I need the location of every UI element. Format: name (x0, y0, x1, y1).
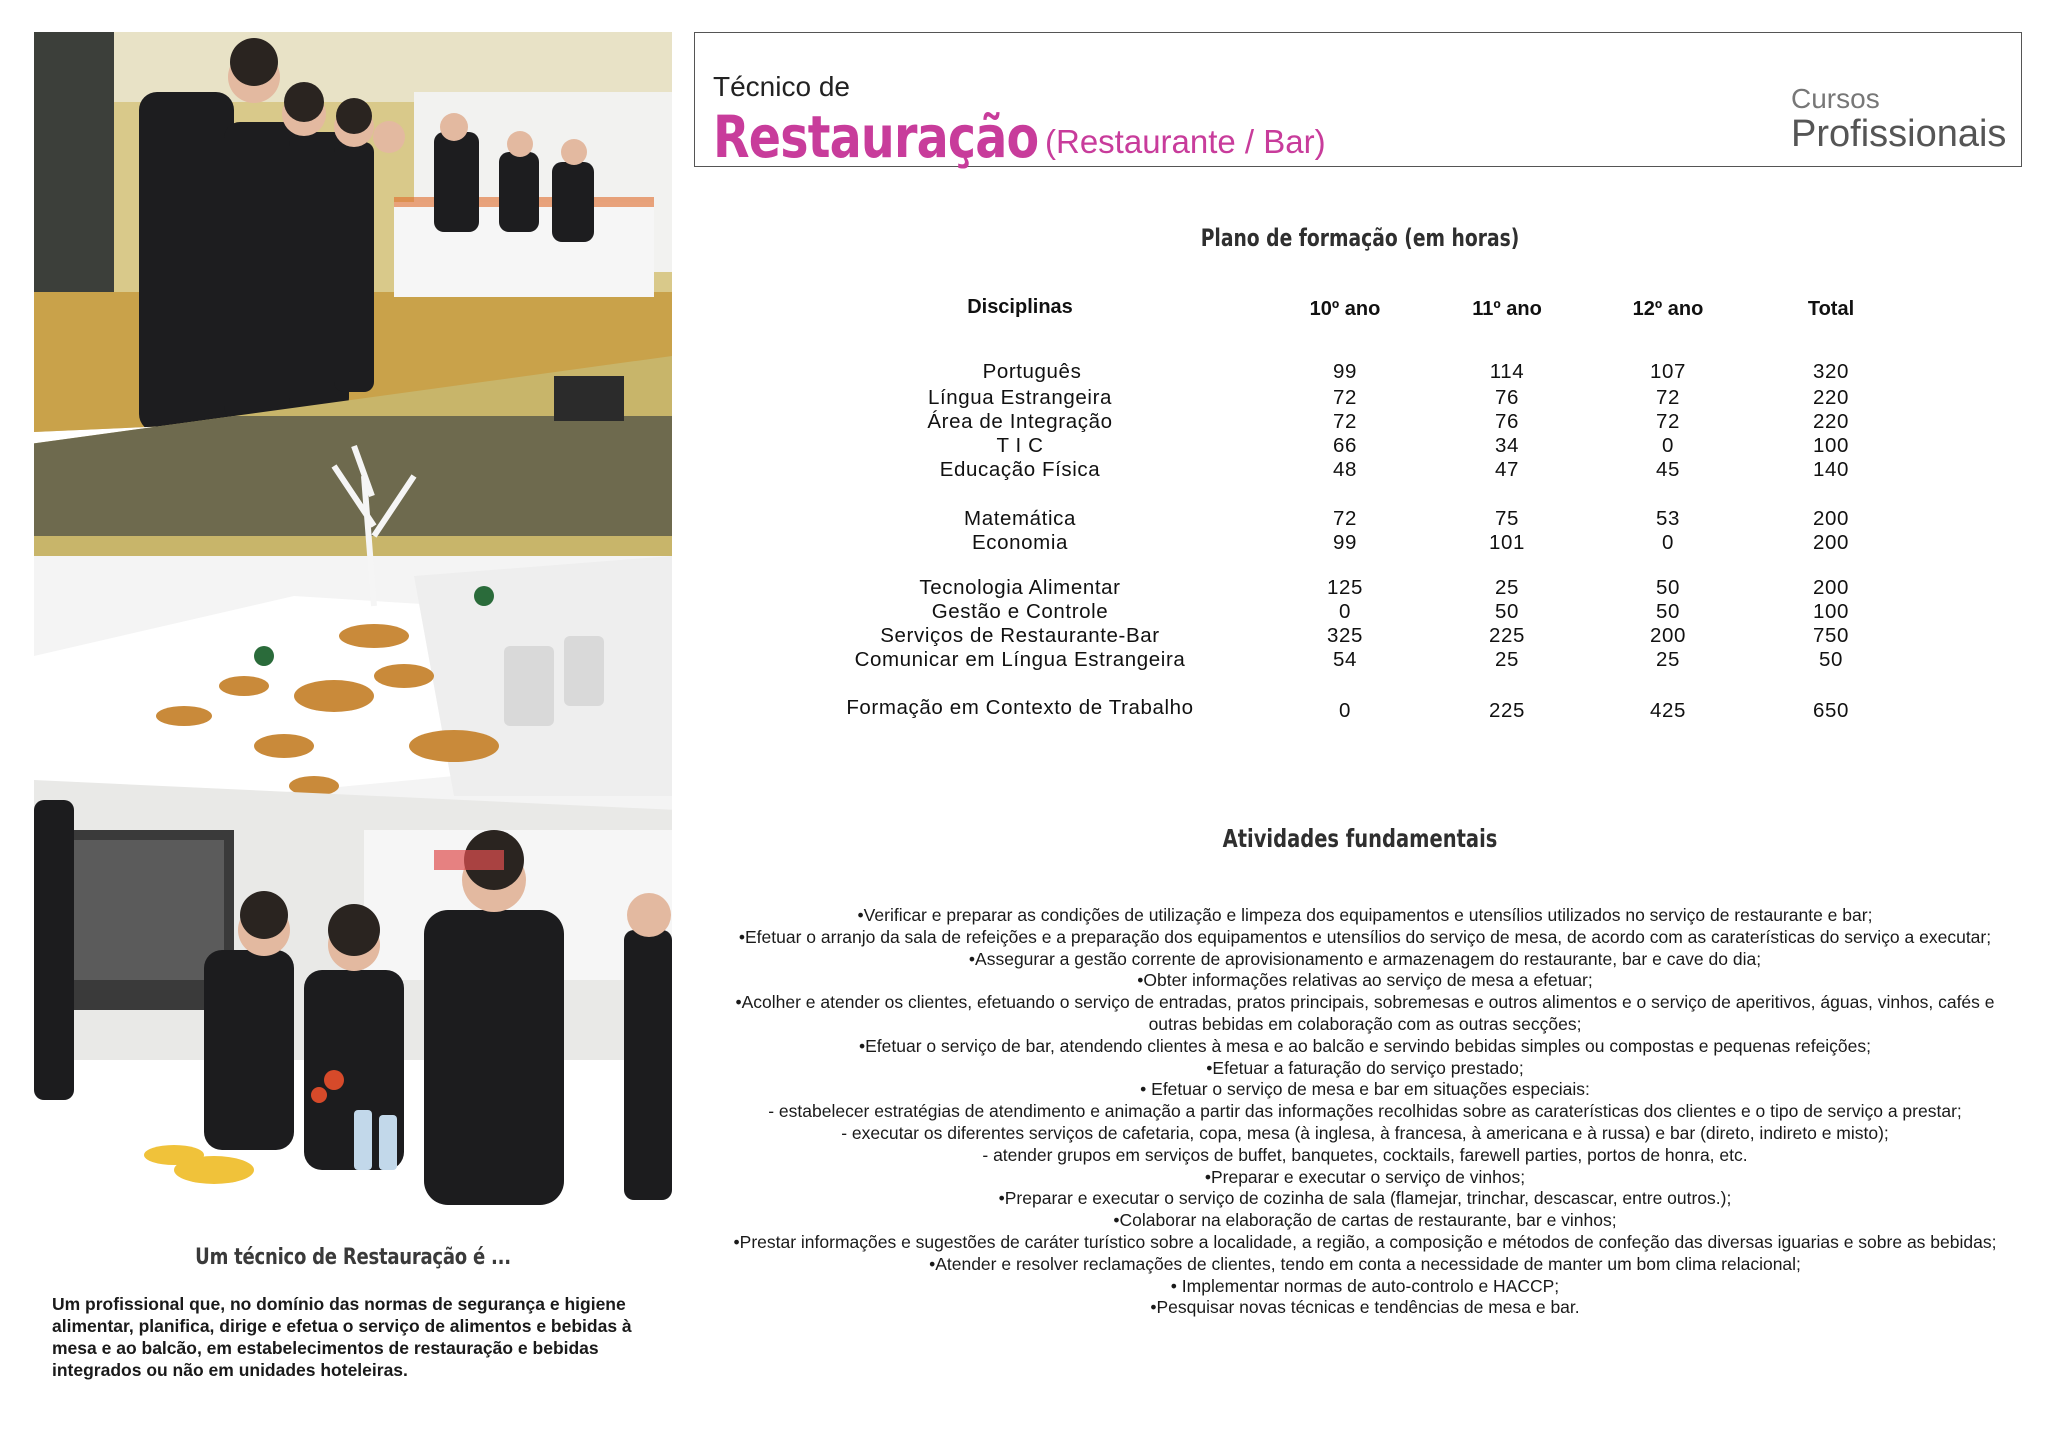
hours-total: 140 (1812, 458, 1849, 481)
title-subtitle: (Restaurante / Bar) (1045, 123, 1326, 160)
activities-list (700, 905, 2030, 1319)
hours-year12: 107 (1649, 360, 1686, 383)
list-item: •Obter informações relativas ao serviço de mesa a efetuar; (1137, 970, 1593, 991)
title-main-row (713, 103, 1326, 171)
table-row (0, 434, 2048, 458)
hours-total: 220 (1812, 410, 1849, 433)
list-item: •Preparar e executar o serviço de vinhos; (1204, 1166, 1526, 1187)
list-item: •Efetuar a faturação do serviço prestado; (1206, 1057, 1524, 1078)
hours-year11: 25 (1494, 648, 1519, 671)
hours-total: 100 (1812, 600, 1849, 623)
header-subjects: Disciplinas (967, 296, 1073, 318)
hours-year12: 0 (1661, 434, 1674, 457)
list-item: • Efetuar o serviço de mesa e bar em situações especiais: (1140, 1079, 1590, 1100)
hours-year11: 75 (1494, 507, 1519, 530)
hours-total: 220 (1812, 386, 1849, 409)
hours-year10: 125 (1326, 576, 1363, 599)
hours-year12: 425 (1649, 699, 1686, 722)
table-row (0, 360, 2048, 384)
header-year10: 10º ano (1309, 298, 1381, 320)
hours-total: 320 (1812, 360, 1849, 383)
list-item: •Colaborar na elaboração de cartas de restaurante, bar e vinhos; (1113, 1210, 1617, 1231)
hours-year10: 325 (1326, 624, 1363, 647)
hours-year12: 0 (1661, 531, 1674, 554)
hours-year10: 72 (1332, 507, 1357, 530)
subject-name: Matemática (964, 507, 1076, 530)
list-item: •Efetuar o arranjo da sala de refeições e a preparação dos equipamentos e utensílios do serviço de mesa, de acordo com as caraterísticas do serviço a executar; (738, 926, 1992, 947)
table-row (0, 600, 2048, 624)
hours-year10: 0 (1338, 699, 1351, 722)
list-item: •Verificar e preparar as condições de utilização e limpeza dos equipamentos e utensílios utilizados no serviço de restaurante e bar; (857, 905, 1873, 925)
activities-title: Atividades fundamentais (1222, 824, 1498, 853)
table-row (0, 386, 2048, 410)
subject-name: Comunicar em Língua Estrangeira (854, 648, 1186, 671)
table-row (0, 696, 2048, 720)
subject-name: Língua Estrangeira (927, 386, 1113, 409)
list-item: • Implementar normas de auto-controlo e HACCP; (1170, 1275, 1560, 1296)
category-small: Cursos (1791, 83, 1880, 114)
hours-total: 100 (1812, 434, 1849, 457)
list-item: •Preparar e executar o serviço de cozinha de sala (flamejar, trinchar, descascar, entre outros.); (998, 1188, 1732, 1209)
hours-year12: 72 (1655, 386, 1680, 409)
hours-year10: 72 (1332, 410, 1357, 433)
hours-year12: 53 (1655, 507, 1680, 530)
hours-year10: 99 (1332, 531, 1357, 554)
subject-name: Serviços de Restaurante-Bar (880, 624, 1160, 647)
table-row (0, 624, 2048, 648)
list-item: - executar os diferentes serviços de cafetaria, copa, mesa (à inglesa, à francesa, à americana e à russa) e bar (direto, indireto e misto); (841, 1122, 1889, 1143)
hours-year11: 25 (1494, 576, 1519, 599)
hours-year12: 50 (1655, 576, 1680, 599)
hours-year10: 66 (1332, 434, 1357, 457)
subject-name: Tecnologia Alimentar (919, 576, 1121, 599)
list-item: •Prestar informações e sugestões de caráter turístico sobre a localidade, a região, a composição e métodos de confeção das diversas iguarias e sobre as bebidas; (733, 1231, 1997, 1252)
title-box (694, 32, 2022, 171)
hours-year12: 45 (1655, 458, 1680, 481)
table-row (0, 507, 2048, 531)
hours-year11: 225 (1488, 699, 1525, 722)
subject-name: Gestão e Controle (931, 600, 1109, 623)
table-row (0, 576, 2048, 600)
hours-total: 50 (1818, 648, 1843, 671)
subject-name: T I C (996, 434, 1044, 457)
hours-year10: 99 (1332, 360, 1357, 383)
photo-students-serving (34, 780, 672, 1205)
subject-name: Área de Integração (927, 410, 1113, 433)
subject-name: Formação em Contexto de Trabalho (846, 696, 1194, 719)
title-main: Restauração (713, 103, 1039, 171)
hours-total: 200 (1812, 531, 1849, 554)
hours-year11: 76 (1494, 410, 1519, 433)
subject-name: Educação Física (939, 458, 1101, 481)
hours-year11: 50 (1494, 600, 1519, 623)
table-row (0, 648, 2048, 672)
subject-name: Português (982, 360, 1082, 383)
hours-total: 750 (1812, 624, 1849, 647)
list-item: •Assegurar a gestão corrente de aprovisionamento e armazenagem do restaurante, bar e cave do dia; (968, 948, 1762, 969)
title-line1: Técnico de (713, 71, 850, 102)
subject-name: Economia (972, 531, 1068, 554)
profile-heading: Um técnico de Restauração é ... (195, 1245, 511, 1270)
hours-year12: 72 (1655, 410, 1680, 433)
header-year11: 11º ano (1472, 298, 1542, 320)
hours-year10: 72 (1332, 386, 1357, 409)
profile-description: Um profissional que, no domínio das normas de segurança e higiene alimentar, planifica, dirige e efetua o serviço de alimentos e bebidas à mesa e ao balcão, em estabelecimentos de restauração e bebidas integrados ou não em unidades hoteleiras. (52, 1294, 632, 1380)
list-item: •Efetuar o serviço de bar, atendendo clientes à mesa e ao balcão e servindo bebidas simples ou compostas e pequenas refeições; (858, 1035, 1872, 1056)
header-year12: 12º ano (1632, 298, 1704, 320)
hours-year11: 34 (1494, 434, 1519, 457)
hours-year10: 0 (1338, 600, 1351, 623)
hours-year12: 50 (1655, 600, 1680, 623)
table-row (0, 410, 2048, 434)
hours-year12: 25 (1655, 648, 1680, 671)
hours-year11: 47 (1494, 458, 1519, 481)
list-item: - estabelecer estratégias de atendimento e animação a partir das informações recolhidas sobre as caraterísticas dos clientes e o tipo de serviço a prestar; (768, 1101, 1962, 1122)
hours-total: 200 (1812, 507, 1849, 530)
category-big: Profissionais (1791, 113, 2007, 155)
list-item: - atender grupos em serviços de buffet, banquetes, cocktails, farewell parties, portos de honra, etc. (982, 1144, 1748, 1165)
table-row (0, 531, 2048, 555)
hours-total: 650 (1812, 699, 1849, 722)
list-item: •Atender e resolver reclamações de clientes, tendo em conta a necessidade de manter um bom clima relacional; (929, 1253, 1801, 1274)
list-item: •Acolher e atender os clientes, efetuando o serviço de entradas, pratos principais, sobremesas e outros alimentos e o serviço de aperitivos, águas, vinhos, cafés e outras bebidas em colaboração com as outras secções; (735, 992, 1995, 1034)
hours-total: 200 (1812, 576, 1849, 599)
header-total: Total (1807, 298, 1855, 320)
hours-year10: 48 (1332, 458, 1357, 481)
hours-year11: 76 (1494, 386, 1519, 409)
plan-title: Plano de formação (em horas) (1200, 224, 1520, 252)
hours-year12: 200 (1649, 624, 1686, 647)
hours-year11: 114 (1489, 360, 1525, 383)
hours-year11: 225 (1488, 624, 1525, 647)
table-row (0, 458, 2048, 482)
list-item: •Pesquisar novas técnicas e tendências de mesa e bar. (1150, 1297, 1580, 1318)
hours-year10: 54 (1332, 648, 1357, 671)
hours-year11: 101 (1488, 531, 1525, 554)
